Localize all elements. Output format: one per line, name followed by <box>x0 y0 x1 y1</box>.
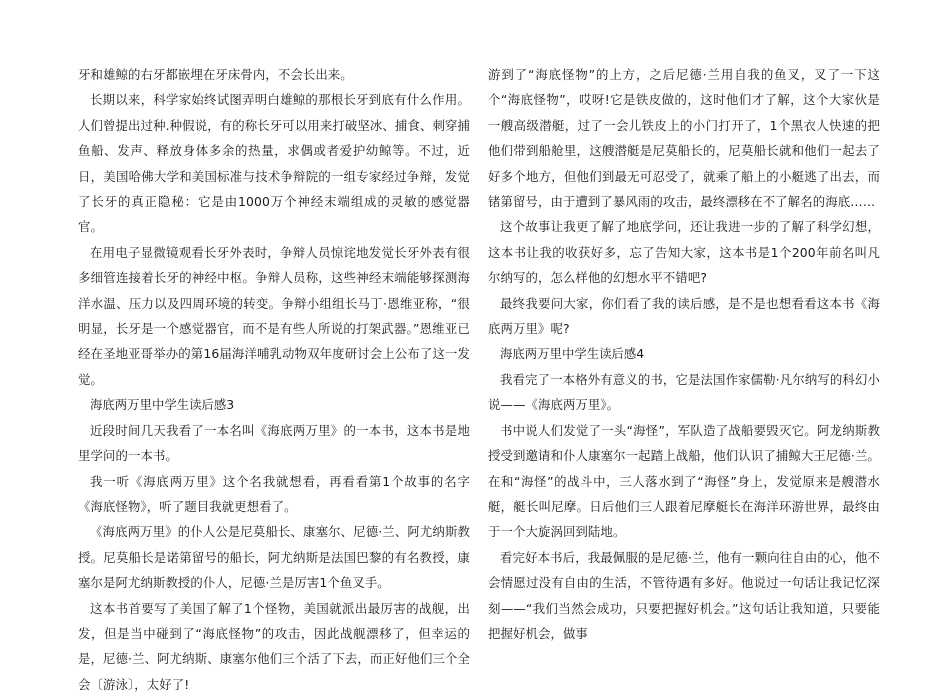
paragraph: 书中说人们发觉了一头“海怪”，军队造了战船要毁灭它。阿龙纳斯教授受到邀请和仆人康塞尔一起踏上战船，他们认识了捕鲸大王尼德·兰。在和“海怪”的战斗中，三人落水到了“海怪”身上，发觉原来是艘潜水艇，艇长叫尼摩。日后他们三人跟着尼摩艇长在海洋环游世界，最终由于一个大旋涡回到陆地。 <box>488 422 880 540</box>
paragraph: 我看完了一本格外有意义的书，它是法国作家儒勒·凡尔纳写的科幻小说——《海底两万里》。 <box>488 371 880 413</box>
paragraph: 这本书首要写了美国了解了1个怪物，美国就派出最厉害的战舰，出发，但是当中碰到了“海底怪物”的攻击，因此战舰漂移了，但幸运的是，尼德·兰、阿尤纳斯、康塞尔他们三个活了下去，而正好他们三个全会〔游泳〕，太好了! <box>78 600 470 692</box>
paragraph: 最终我要问大家，你们看了我的读后感，是不是也想看看这本书《海底两万里》呢? <box>488 295 880 337</box>
paragraph: 看完好本书后，我最佩服的是尼德·兰，他有一颗向往自由的心，他不会情愿过没有自由的生活，不管待遇有多好。他说过一句话让我记忆深刻——“我们当然会成功，只要把握好机会。”这句话让我知道，只要能把握好机会，做事 <box>488 549 880 641</box>
paragraph: 我一听《海底两万里》这个名我就想看，再看看第1个故事的名字《海底怪物》，听了题目我就更想看了。 <box>78 473 470 514</box>
paragraph: 牙和雄鲸的右牙都嵌埋在牙床骨内，不会长出来。 <box>78 67 353 82</box>
paragraph: 《海底两万里》的仆人公是尼莫船长、康塞尔、尼德·兰、阿尤纳斯教授。尼莫船长是诺第留号的船长，阿尤纳斯是法国巴黎的有名教授，康塞尔是阿尤纳斯教授的仆人，尼德·兰是厉害1个鱼叉手。 <box>78 524 470 591</box>
right-column <box>488 62 880 646</box>
paragraph: 游到了“海底怪物”的上方，之后尼德·兰用自我的鱼叉，叉了一下这个“海底怪物”，哎呀!它是铁皮做的，这时他们才了解，这个大家伙是一艘高级潜艇，过了一会儿铁皮上的小门打开了，1个黑衣人快速的把他们带到船舱里，这艘潜艇是尼莫船长的，尼莫船长就和他们一起去了好多个地方，但他们到最无可忍受了，就乘了船上的小艇逃了出去，而锗第留号，由于遭到了暴风雨的攻击，最终漂移在不了解名的海底…… <box>488 67 880 210</box>
section-heading: 海底两万里中学生读后感4 <box>500 346 645 362</box>
paragraph: 这个故事让我更了解了地底学问，还让我进一步的了解了科学幻想，这本书让我的收获好多，忘了告知大家，这本书是1个200年前名叫凡尔纳写的，怎么样他的幻想水平不错吧? <box>488 219 880 286</box>
paragraph: 长期以来，科学家始终试图弄明白雄鲸的那根长牙到底有什么作用。人们曾提出过种.种假说，有的称长牙可以用来打破坚冰、捕食、刺穿捕鱼船、发声、释放身体多余的热量，求偶或者爱护幼鲸等。不过，近日，美国哈佛大学和美国标准与技术争辩院的一组专家经过争辩，发觉了长牙的真正隐秘：它是由1000万个神经末端组成的灵敏的感觉器官。 <box>78 92 470 235</box>
left-column <box>78 62 470 697</box>
paragraph: 近段时间几天我看了一本名叫《海底两万里》的一本书，这本书是地里学问的一本书。 <box>78 422 470 464</box>
paragraph: 在用电子显微镜观看长牙外表时，争辩人员惊诧地发觉长牙外表有很多细管连接着长牙的神经中枢。争辩人员称，这些神经末端能够探测海洋水温、压力以及四周环境的转变。争辩小组组长马丁·恩维亚称，“很明显，长牙是一个感觉器官，而不是有些人所说的打架武器。”恩维亚已经在圣地亚哥举办的第16届海洋哺乳动物双年度研讨会上公布了这一发觉。 <box>78 244 470 387</box>
section-heading: 海底两万里中学生读后感3 <box>90 397 235 413</box>
